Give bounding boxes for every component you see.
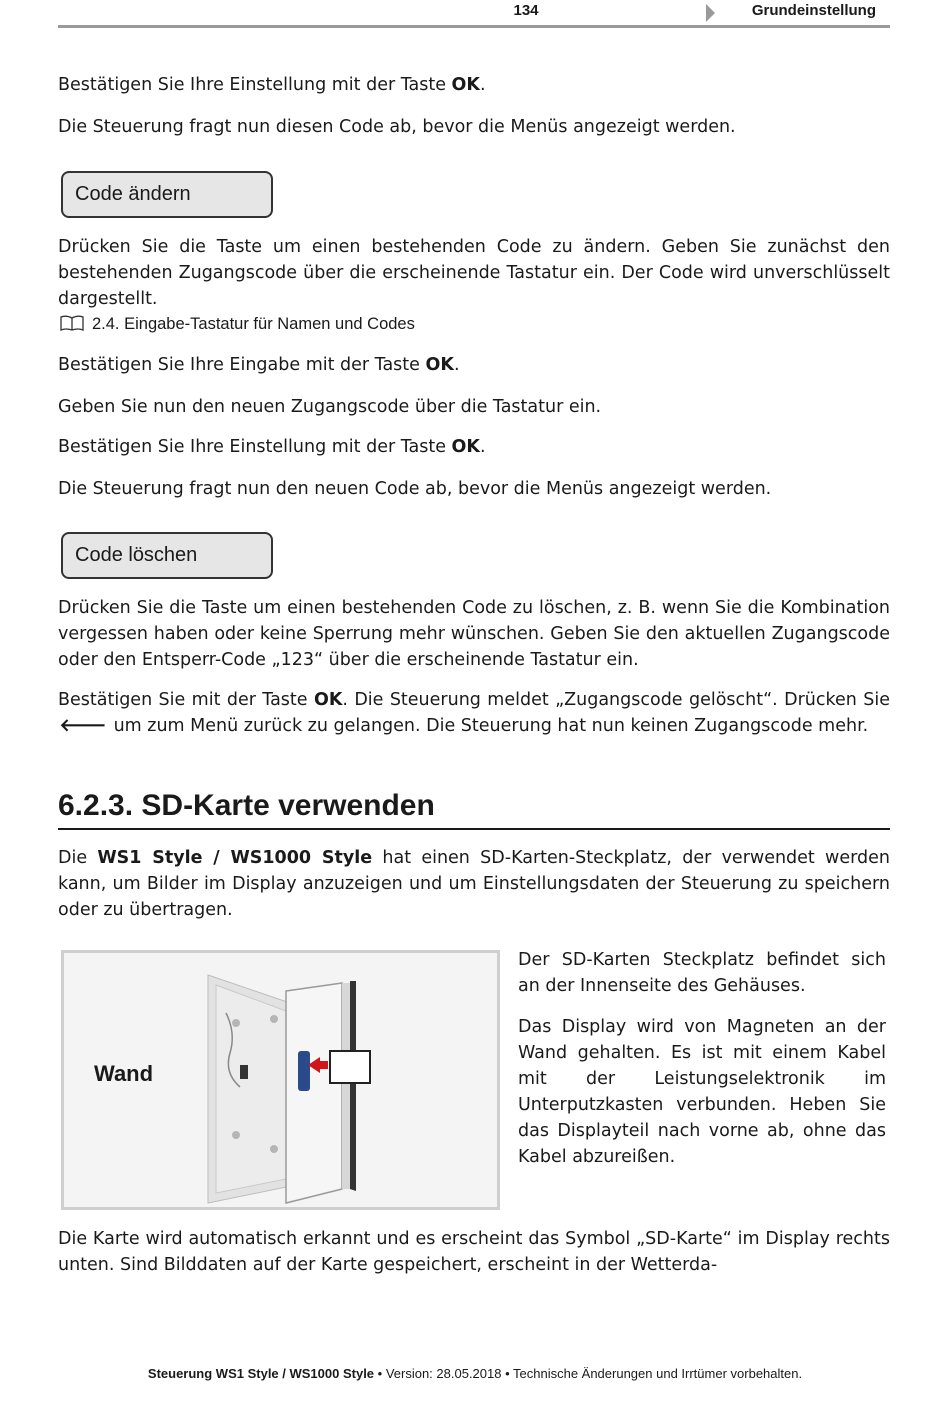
ok-key: OK	[451, 437, 480, 457]
text: um zum Menü zurück zu gelangen. Die Steuerung hat nun keinen Zugangscode mehr.	[108, 716, 869, 736]
book-icon	[60, 315, 84, 331]
code-change-button: Code ändern	[61, 171, 273, 218]
code-change-description: Drücken Sie die Taste um einen bestehenden Code zu ändern. Geben Sie zunächst den bestehenden Zugangscode über die erscheinende Tastatur ein. Der Code wird unverschlüsselt dargestellt.	[58, 237, 890, 309]
code-delete-confirm	[58, 687, 890, 739]
ok-key: OK	[425, 355, 454, 375]
text: Die	[58, 848, 98, 868]
footer-product: Steuerung WS1 Style / WS1000 Style	[147, 1366, 375, 1381]
query-new-paragraph: Die Steuerung fragt nun den neuen Code ab, bevor die Menüs angezeigt werden.	[58, 479, 772, 499]
page-header	[58, 0, 890, 28]
section-arrow-icon	[706, 4, 715, 22]
text: .	[453, 355, 460, 375]
sd-intro-paragraph	[58, 845, 890, 923]
text: . Die Steuerung meldet „Zugangscode gelöscht“. Drücken Sie	[342, 690, 890, 710]
section-heading-text: 6.2.3. SD-Karte verwenden	[58, 789, 435, 822]
text: Bestätigen Sie mit der Taste	[58, 690, 314, 710]
footer-text: • Version: 28.05.2018 • Technische Änderungen und Irrtümer vorbehalten.	[374, 1366, 803, 1381]
code-delete-description: Drücken Sie die Taste um einen bestehenden Code zu löschen, z. B. wenn Sie die Kombination vergessen haben oder keine Sperrung mehr wünschen. Geben Sie den aktuellen Zugangscode oder den Entsperr-Code „123“ über die erscheinende Tastatur ein.	[58, 598, 890, 670]
card-paragraph: Die Karte wird automatisch erkannt und es erscheint das Symbol „SD-Karte“ im Display rechts unten. Sind Bilddaten auf der Karte gespeichert, erscheint in der Wetterda-	[58, 1229, 890, 1275]
wall-label: Wand	[94, 1061, 154, 1086]
back-arrow-icon: 🡐	[59, 716, 107, 736]
slot-paragraph: Der SD-Karten Steckplatz befindet sich an der Innenseite des Gehäuses.	[518, 950, 886, 996]
display-paragraph: Das Display wird von Magneten an der Wand gehalten. Es ist mit einem Kabel mit der Leistungselektronik im Unterputzkasten verbunden. Heben Sie das Displayteil nach vorne ab, ohne das Kabel abzureißen.	[518, 1017, 886, 1167]
query-paragraph: Die Steuerung fragt nun diesen Code ab, bevor die Menüs angezeigt werden.	[58, 117, 736, 137]
text: .	[479, 437, 486, 457]
new-code-paragraph: Geben Sie nun den neuen Zugangscode über die Tastatur ein.	[58, 397, 602, 417]
ok-key: OK	[451, 75, 480, 95]
confirm-paragraph	[58, 72, 890, 98]
confirm-input-paragraph	[58, 352, 890, 378]
confirm-setting-paragraph	[58, 434, 890, 460]
reference-link	[60, 312, 415, 336]
text: Bestätigen Sie Ihre Einstellung mit der Taste	[58, 75, 452, 95]
page-number: 134	[513, 2, 539, 19]
sd-slot-figure	[61, 950, 500, 1210]
text: hat einen SD-Karten-Steckplatz, der verwendet werden kann, um Bilder im Display anzuzeigen und um Einstellungsdaten der Steuerung zu speichern oder zu übertragen.	[58, 848, 890, 920]
section-title: Grundeinstellung	[751, 2, 876, 19]
header-rule	[58, 25, 890, 28]
page-footer	[0, 1366, 950, 1381]
text: Bestätigen Sie Ihre Einstellung mit der Taste	[58, 437, 452, 457]
ok-key: OK	[313, 690, 343, 710]
text: .	[479, 75, 486, 95]
code-delete-button: Code löschen	[61, 532, 273, 579]
section-heading	[58, 786, 890, 830]
reference-text: 2.4. Eingabe-Tastatur für Namen und Codes	[92, 315, 415, 333]
product-name: WS1 Style / WS1000 Style	[97, 848, 373, 868]
text: Bestätigen Sie Ihre Eingabe mit der Taste	[58, 355, 426, 375]
